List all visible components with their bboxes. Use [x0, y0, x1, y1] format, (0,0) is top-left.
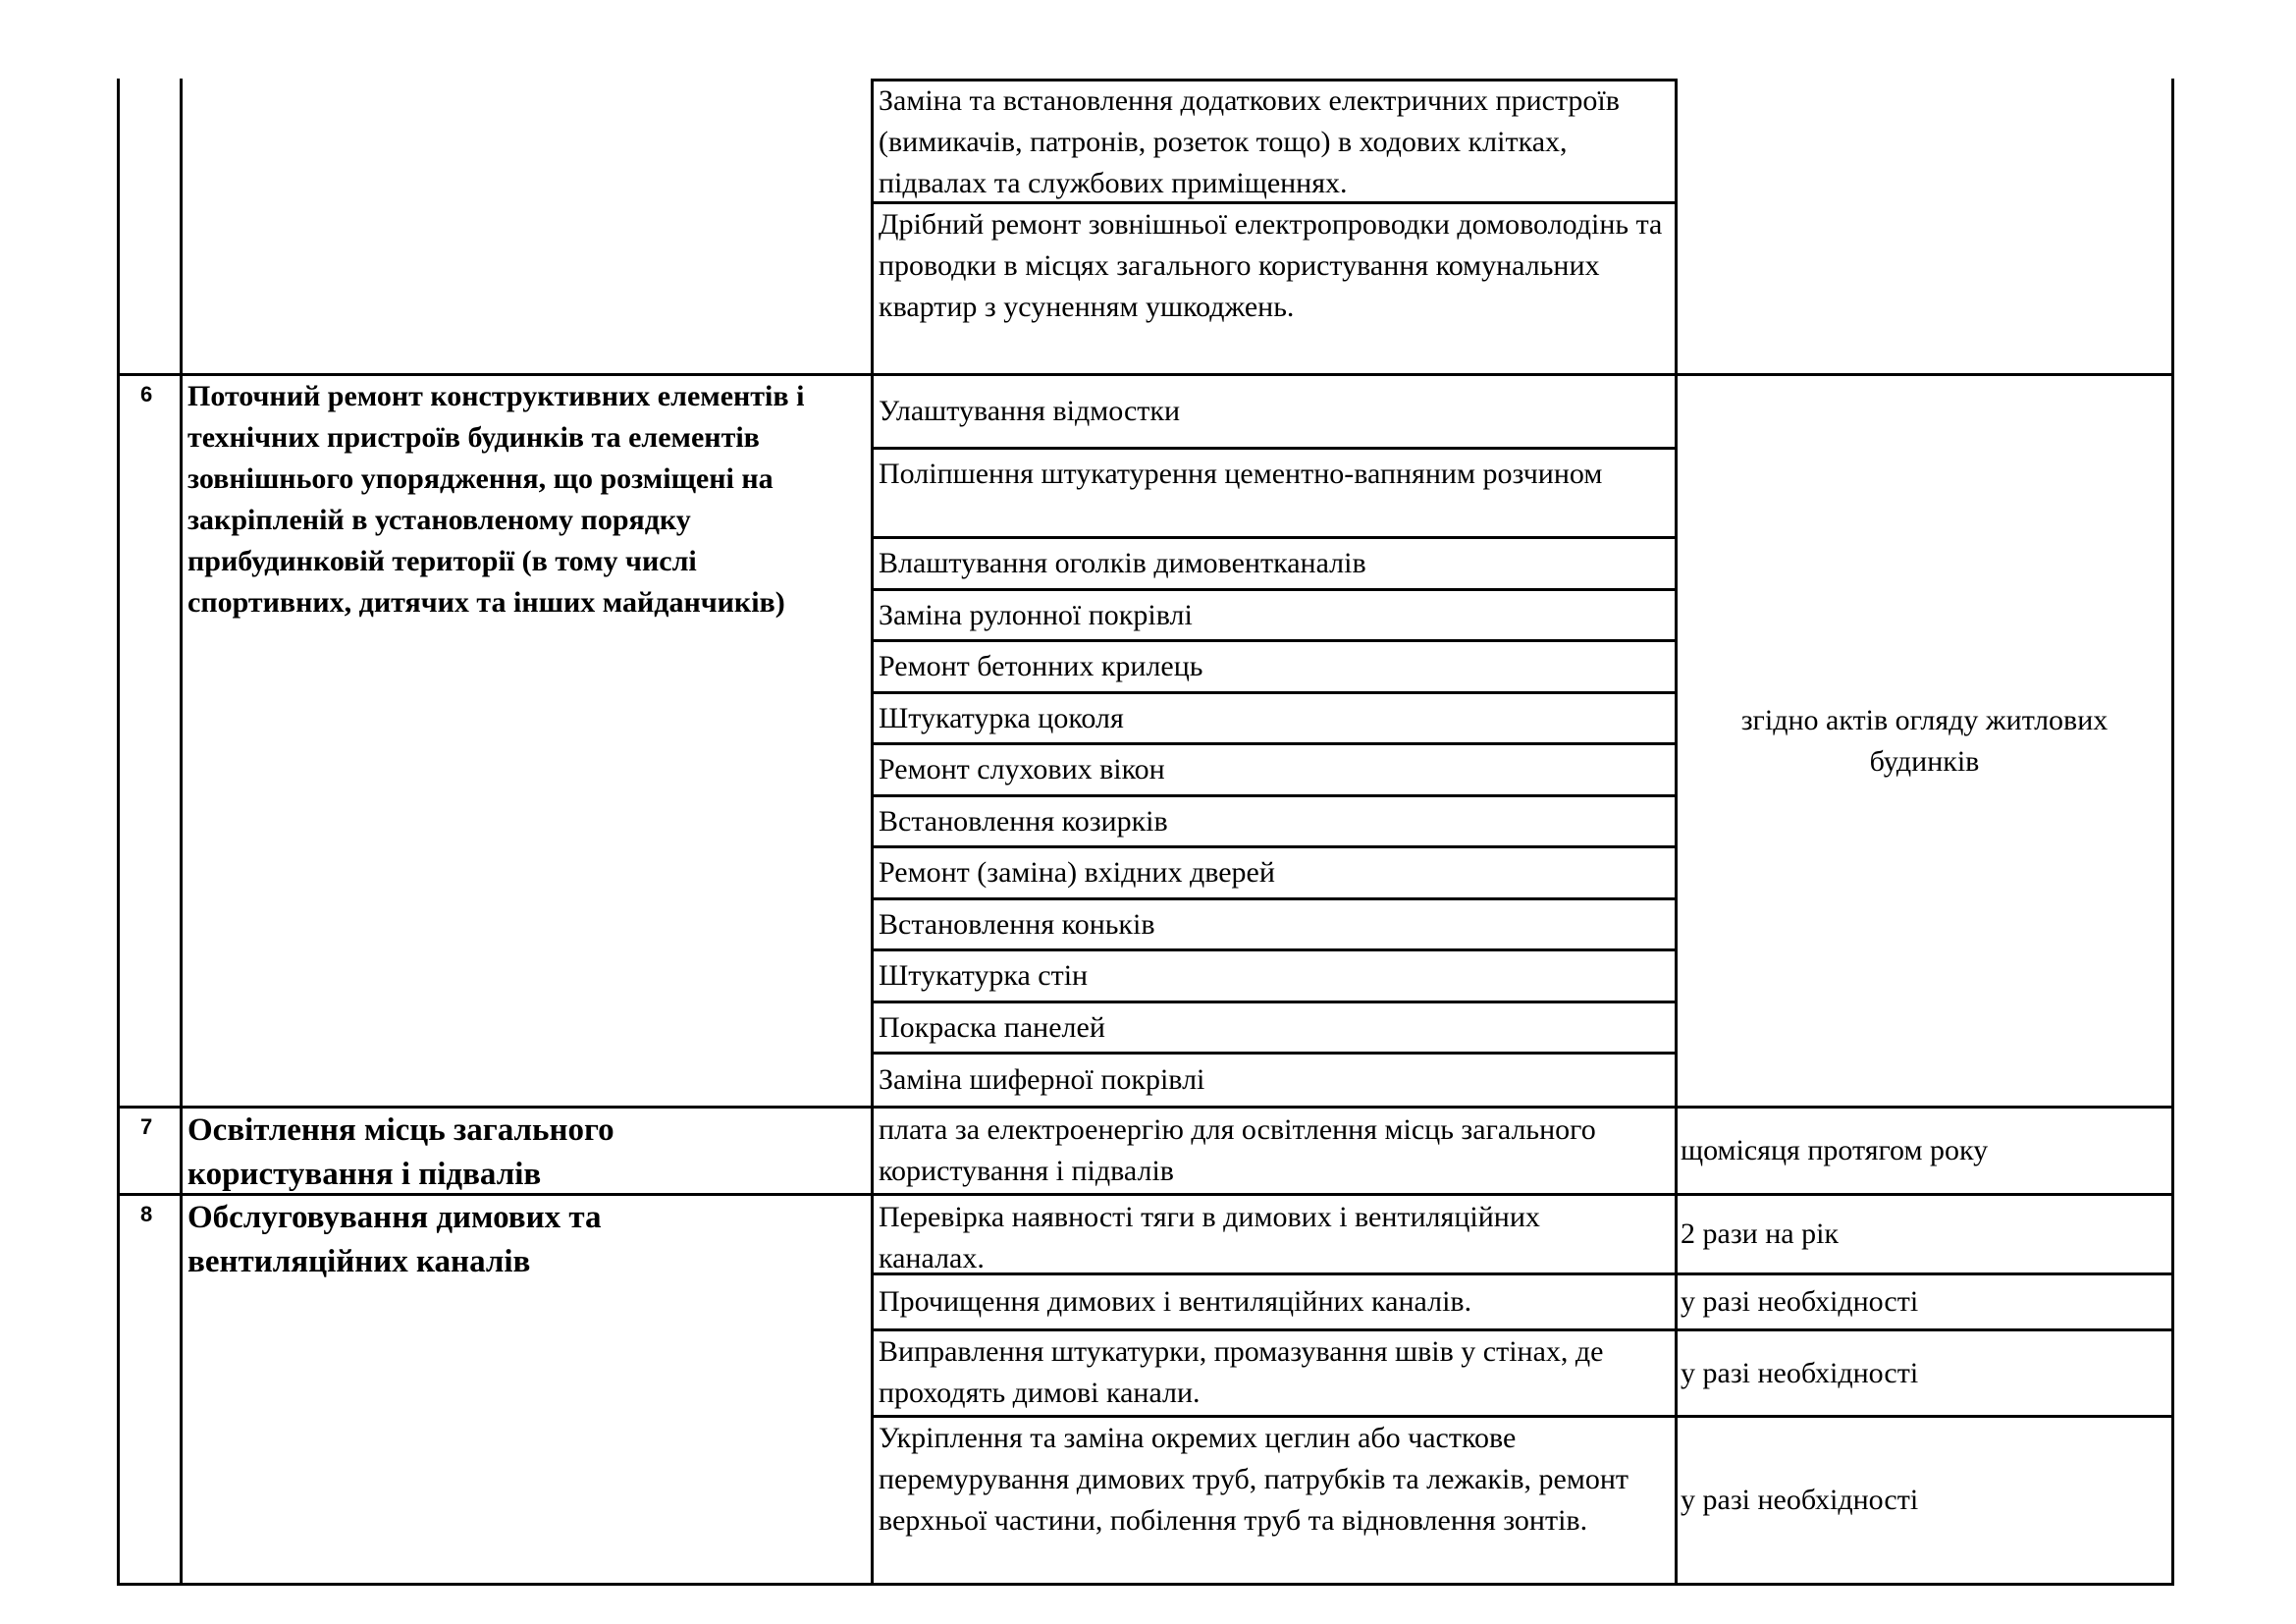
row-title: Освітлення місць загального користування і підвалів: [187, 1112, 614, 1192]
table-border-left: [117, 79, 120, 1585]
work-cell: Дрібний ремонт зовнішньої електропроводки домоволодінь та проводки в місцях загального користування комунальних квартир з усуненням ушкоджень.: [879, 208, 1663, 323]
work-cell: Укріплення та заміна окремих цеглин або часткове перемурування димових труб, патрубків та лежаків, ремонт верхньої частини, побілення труб та відновлення зонтів.: [879, 1422, 1629, 1537]
row-title: Поточний ремонт конструктивних елементів і технічних пристроїв будинків та елементів зовнішнього упорядження, що розміщені на закріпленій в установленому порядку прибудинковій території (в тому числі спортивних, дитячих та інших майданчиків): [187, 380, 805, 619]
period-cell: [1681, 376, 2168, 1106]
column-divider-num: [180, 79, 183, 1585]
period-cell: 2 рази на рік: [1681, 1218, 1840, 1250]
period-cell: у разі необхідності: [1681, 1285, 1919, 1318]
work-cell: Поліпшення штукатурення цементно-вапняним розчином: [879, 458, 1603, 490]
row-title: Обслуговування димових та вентиляційних каналів: [187, 1200, 602, 1279]
column-divider-work: [1675, 79, 1678, 1585]
period-cell: щомісяця протягом року: [1681, 1134, 1989, 1166]
work-cell: Покраска панелей: [879, 1010, 1105, 1044]
work-cell: Прочищення димових і вентиляційних каналів.: [879, 1285, 1472, 1318]
work-cell: Виправлення штукатурки, промазування швів у стінах, де проходять димові канали.: [879, 1335, 1604, 1409]
work-cell: Заміна шиферної покрівлі: [879, 1063, 1205, 1096]
work-cell: Встановлення козирків: [879, 804, 1168, 838]
table-bottom-border: [117, 1583, 2174, 1586]
row-number: 8: [140, 1202, 153, 1226]
row-number: 7: [140, 1114, 153, 1139]
work-cell: плата за електроенергію для освітлення місць загального користування і підвалів: [879, 1113, 1596, 1187]
work-cell: Влаштування оголків димовентканалів: [879, 547, 1366, 579]
row-6-work-divider: [871, 447, 1678, 450]
column-divider-title: [871, 79, 874, 1585]
table-border-right: [2171, 79, 2174, 1585]
work-cell: Ремонт (заміна) вхідних дверей: [879, 856, 1275, 889]
work-cell: Штукатурка стін: [879, 959, 1089, 992]
work-cell: Перевірка наявності тяги в димових і вентиляційних каналах.: [879, 1201, 1540, 1274]
work-cell: Встановлення коньків: [879, 907, 1155, 941]
work-cell: Заміна та встановлення додаткових електричних пристроїв (вимикачів, патронів, розеток тощо) в ходових клітках, підвалах та службових приміщеннях.: [879, 84, 1620, 199]
work-cell: Ремонт слухових вікон: [879, 753, 1165, 785]
work-cell: Ремонт бетонних крилець: [879, 650, 1203, 682]
work-cell: Заміна рулонної покрівлі: [879, 598, 1193, 631]
row-number: 6: [140, 382, 153, 406]
period-text: згідно актів огляду житлових будинків: [1740, 703, 2109, 778]
period-cell: у разі необхідності: [1681, 1484, 1919, 1516]
period-cell: у разі необхідності: [1681, 1356, 1919, 1389]
work-cell: Улаштування відмостки: [879, 395, 1181, 427]
work-cell: Штукатурка цоколя: [879, 701, 1124, 734]
